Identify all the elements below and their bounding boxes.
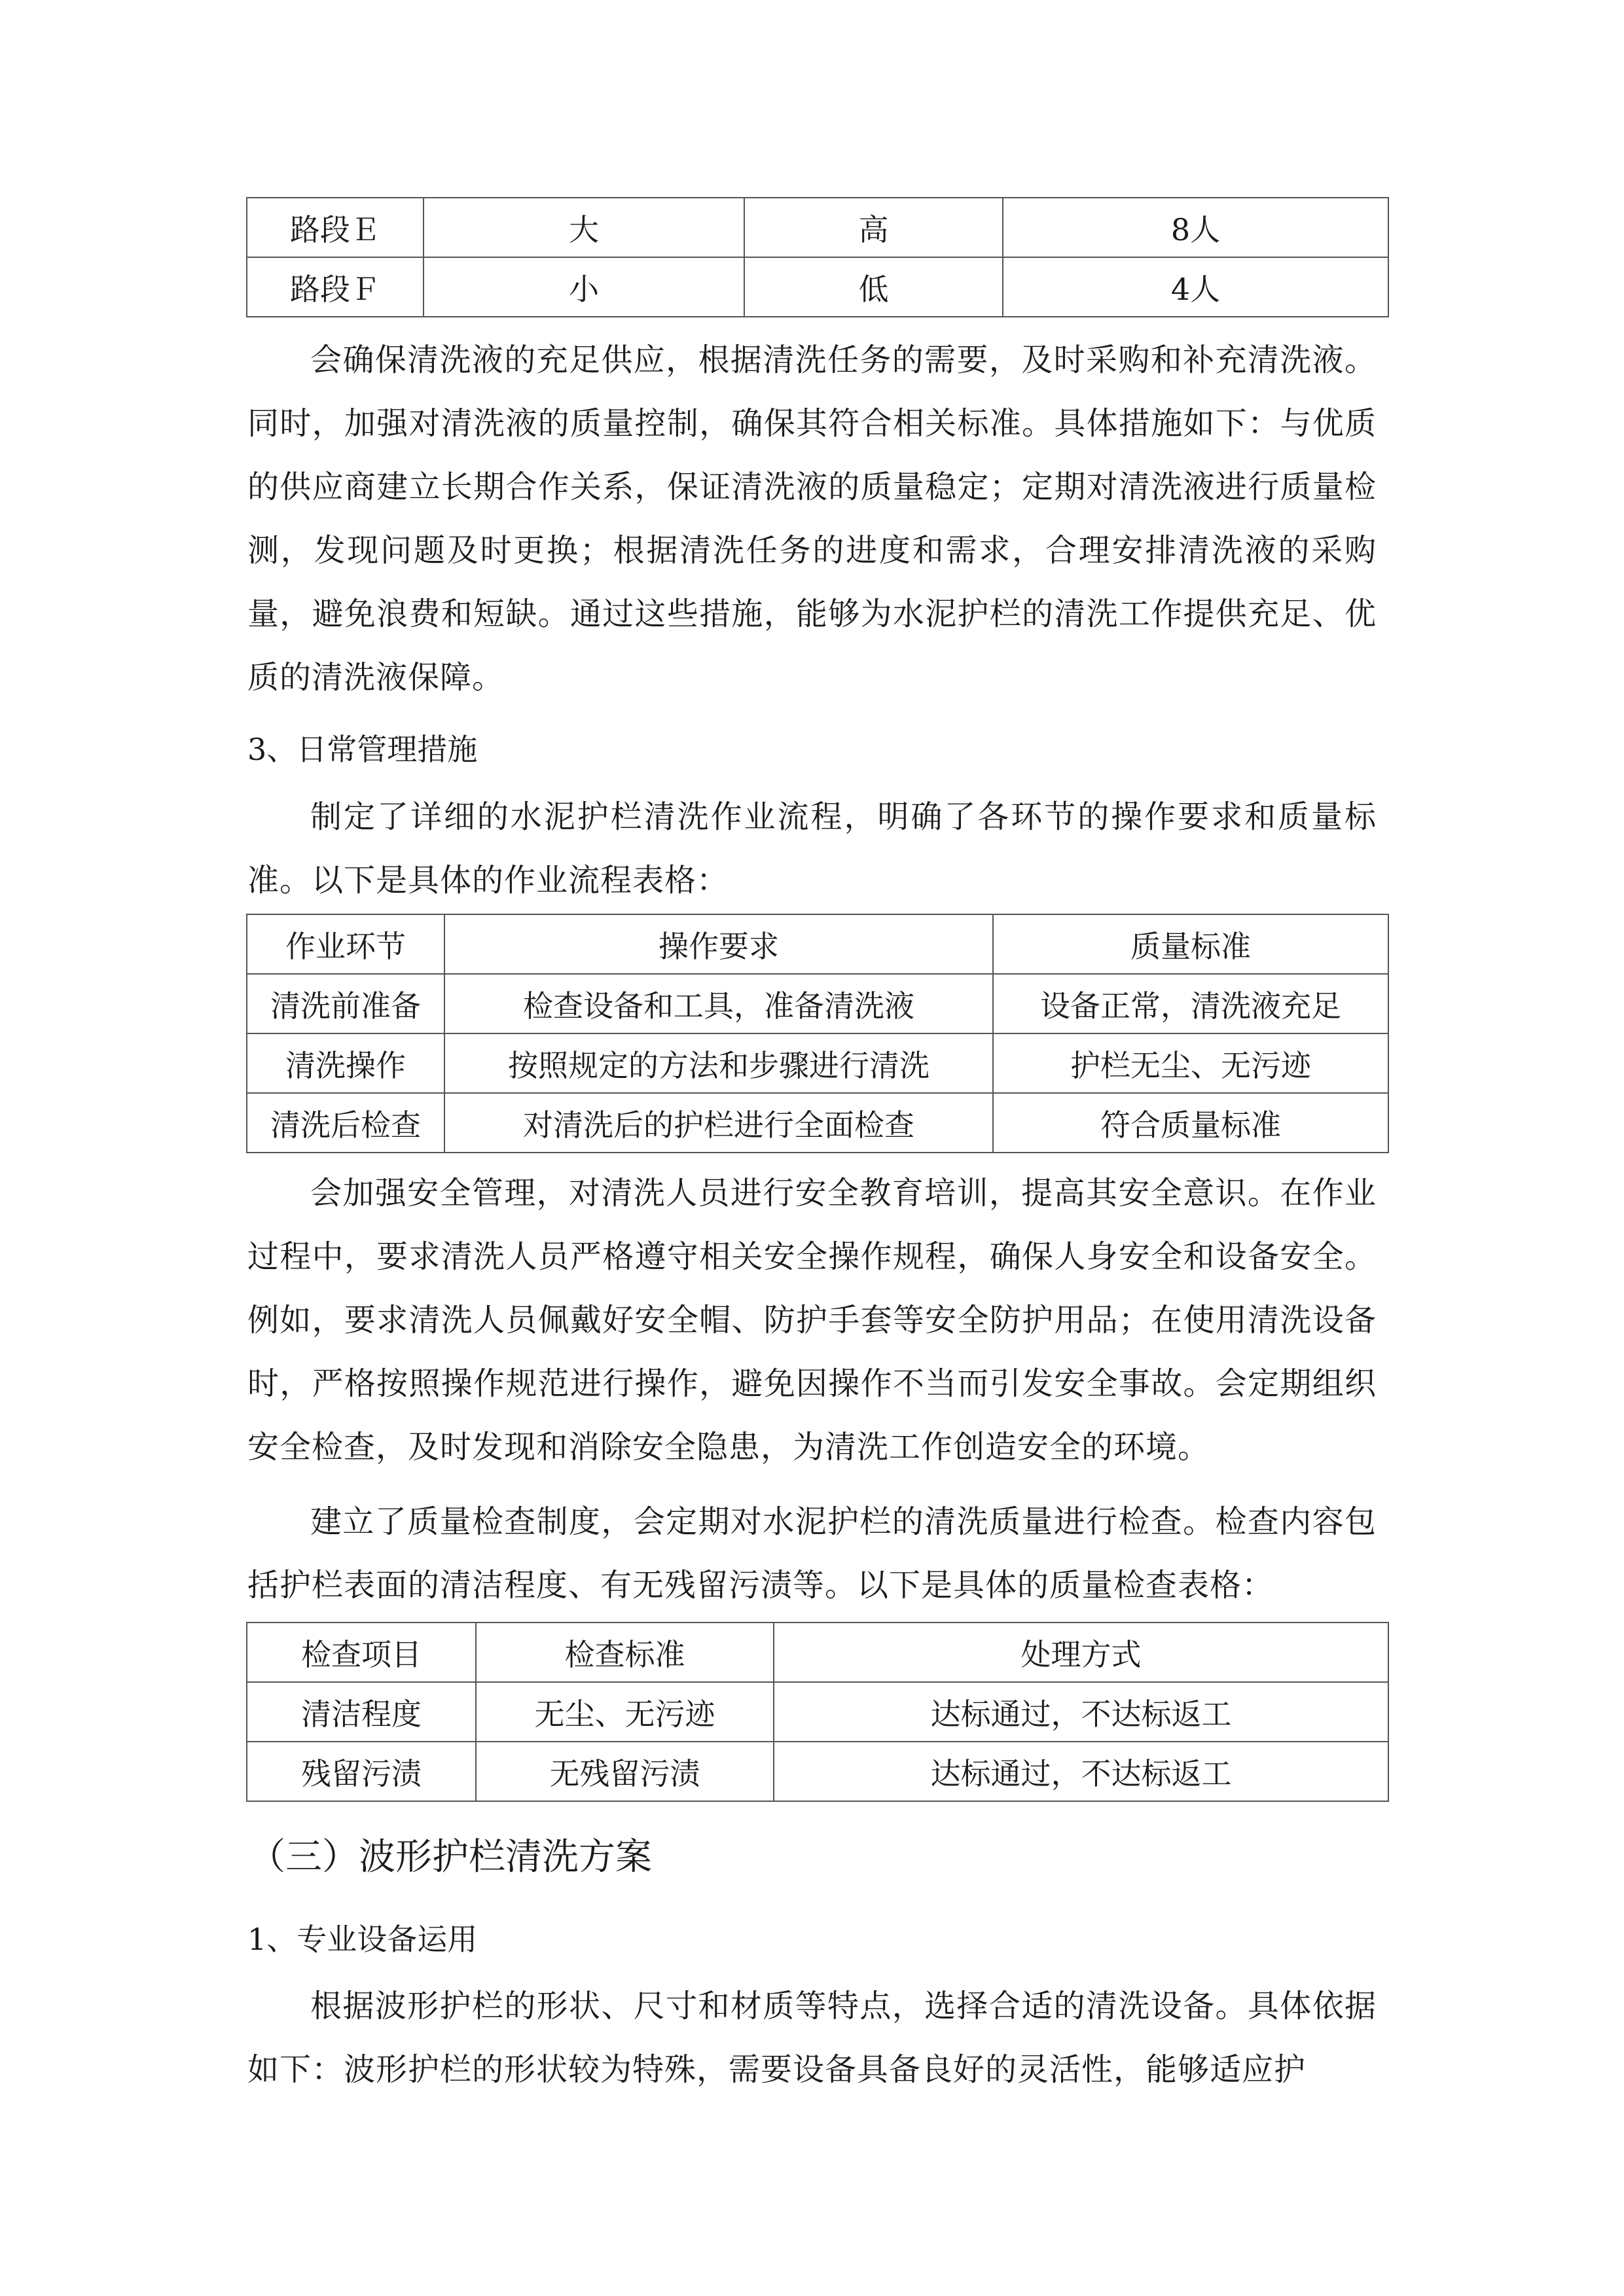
road-section-table — [246, 197, 1389, 317]
table-cell: 按照规定的方法和步骤进行清洗 — [444, 1033, 993, 1093]
column-header: 检查项目 — [247, 1623, 476, 1682]
table-cell: 符合质量标准 — [993, 1093, 1388, 1153]
column-header: 检查标准 — [476, 1623, 774, 1682]
workflow-table — [246, 914, 1389, 1153]
column-header: 处理方式 — [774, 1623, 1388, 1682]
column-header: 质量标准 — [993, 914, 1388, 974]
table-cell: 低 — [744, 257, 1003, 317]
table-row — [247, 1682, 1388, 1742]
table-header-row — [247, 914, 1388, 974]
table-cell: 达标通过，不达标返工 — [774, 1682, 1388, 1742]
table-cell: 设备正常，清洗液充足 — [993, 974, 1388, 1033]
table-cell: 大 — [424, 198, 744, 257]
paragraph-quality: 建立了质量检查制度，会定期对水泥护栏的清洗质量进行检查。检查内容包括护栏表面的清洁程度、有无残留污渍等。以下是具体的质量检查表格： — [247, 1503, 1377, 1604]
table-row — [247, 1093, 1388, 1153]
table-cell: 护栏无尘、无污迹 — [993, 1033, 1388, 1093]
table-header-row — [247, 1623, 1388, 1682]
table-cell: 清洁程度 — [247, 1682, 476, 1742]
column-header: 操作要求 — [444, 914, 993, 974]
table-cell: 清洗操作 — [247, 1033, 444, 1093]
table-row — [247, 1742, 1388, 1801]
quality-check-table — [246, 1622, 1389, 1802]
table-cell: 清洗后检查 — [247, 1093, 444, 1153]
table-cell: 对清洗后的护栏进行全面检查 — [444, 1093, 993, 1153]
table-cell: 无尘、无污迹 — [476, 1682, 774, 1742]
table-cell: 路段Ｅ — [247, 198, 424, 257]
table-cell: 路段Ｆ — [247, 257, 424, 317]
table-cell: 清洗前准备 — [247, 974, 444, 1033]
paragraph-workflow: 制定了详细的水泥护栏清洗作业流程，明确了各环节的操作要求和质量标准。以下是具体的作业流程表格： — [247, 798, 1377, 899]
table-row — [247, 1033, 1388, 1093]
table-cell: 高 — [744, 198, 1003, 257]
table-cell: 8人 — [1003, 198, 1388, 257]
table-row — [247, 974, 1388, 1033]
paragraph-supply: 会确保清洗液的充足供应，根据清洗任务的需要，及时采购和补充清洗液。同时，加强对清洗液的质量控制，确保其符合相关标准。具体措施如下：与优质的供应商建立长期合作关系，保证清洗液的质量稳定；定期对清洗液进行质量检测，发现问题及时更换；根据清洗任务的进度和需求，合理安排清洗液的采购量，避免浪费和短缺。通过这些措施，能够为水泥护栏的清洗工作提供充足、优质的清洗液保障。 — [247, 342, 1377, 696]
heading-equipment: 1、专业设备运用 — [247, 1922, 478, 1957]
table-cell: 无残留污渍 — [476, 1742, 774, 1801]
heading-daily-management: 3、日常管理措施 — [247, 732, 478, 767]
column-header: 作业环节 — [247, 914, 444, 974]
table-row — [247, 257, 1388, 317]
table-cell: 4人 — [1003, 257, 1388, 317]
table-cell: 残留污渍 — [247, 1742, 476, 1801]
table-cell: 小 — [424, 257, 744, 317]
table-cell: 检查设备和工具，准备清洗液 — [444, 974, 993, 1033]
paragraph-equipment: 根据波形护栏的形状、尺寸和材质等特点，选择合适的清洗设备。具体依据如下：波形护栏的形状较为特殊，需要设备具备良好的灵活性，能够适应护 — [247, 1988, 1377, 2088]
section-title-wave-guardrail: （三）波形护栏清洗方案 — [249, 1836, 652, 1878]
table-row — [247, 198, 1388, 257]
paragraph-safety: 会加强安全管理，对清洗人员进行安全教育培训，提高其安全意识。在作业过程中，要求清洗人员严格遵守相关安全操作规程，确保人身安全和设备安全。例如，要求清洗人员佩戴好安全帽、防护手套等安全防护用品；在使用清洗设备时，严格按照操作规范进行操作，避免因操作不当而引发安全事故。会定期组织安全检查，及时发现和消除安全隐患，为清洗工作创造安全的环境。 — [247, 1175, 1377, 1465]
table-cell: 达标通过，不达标返工 — [774, 1742, 1388, 1801]
